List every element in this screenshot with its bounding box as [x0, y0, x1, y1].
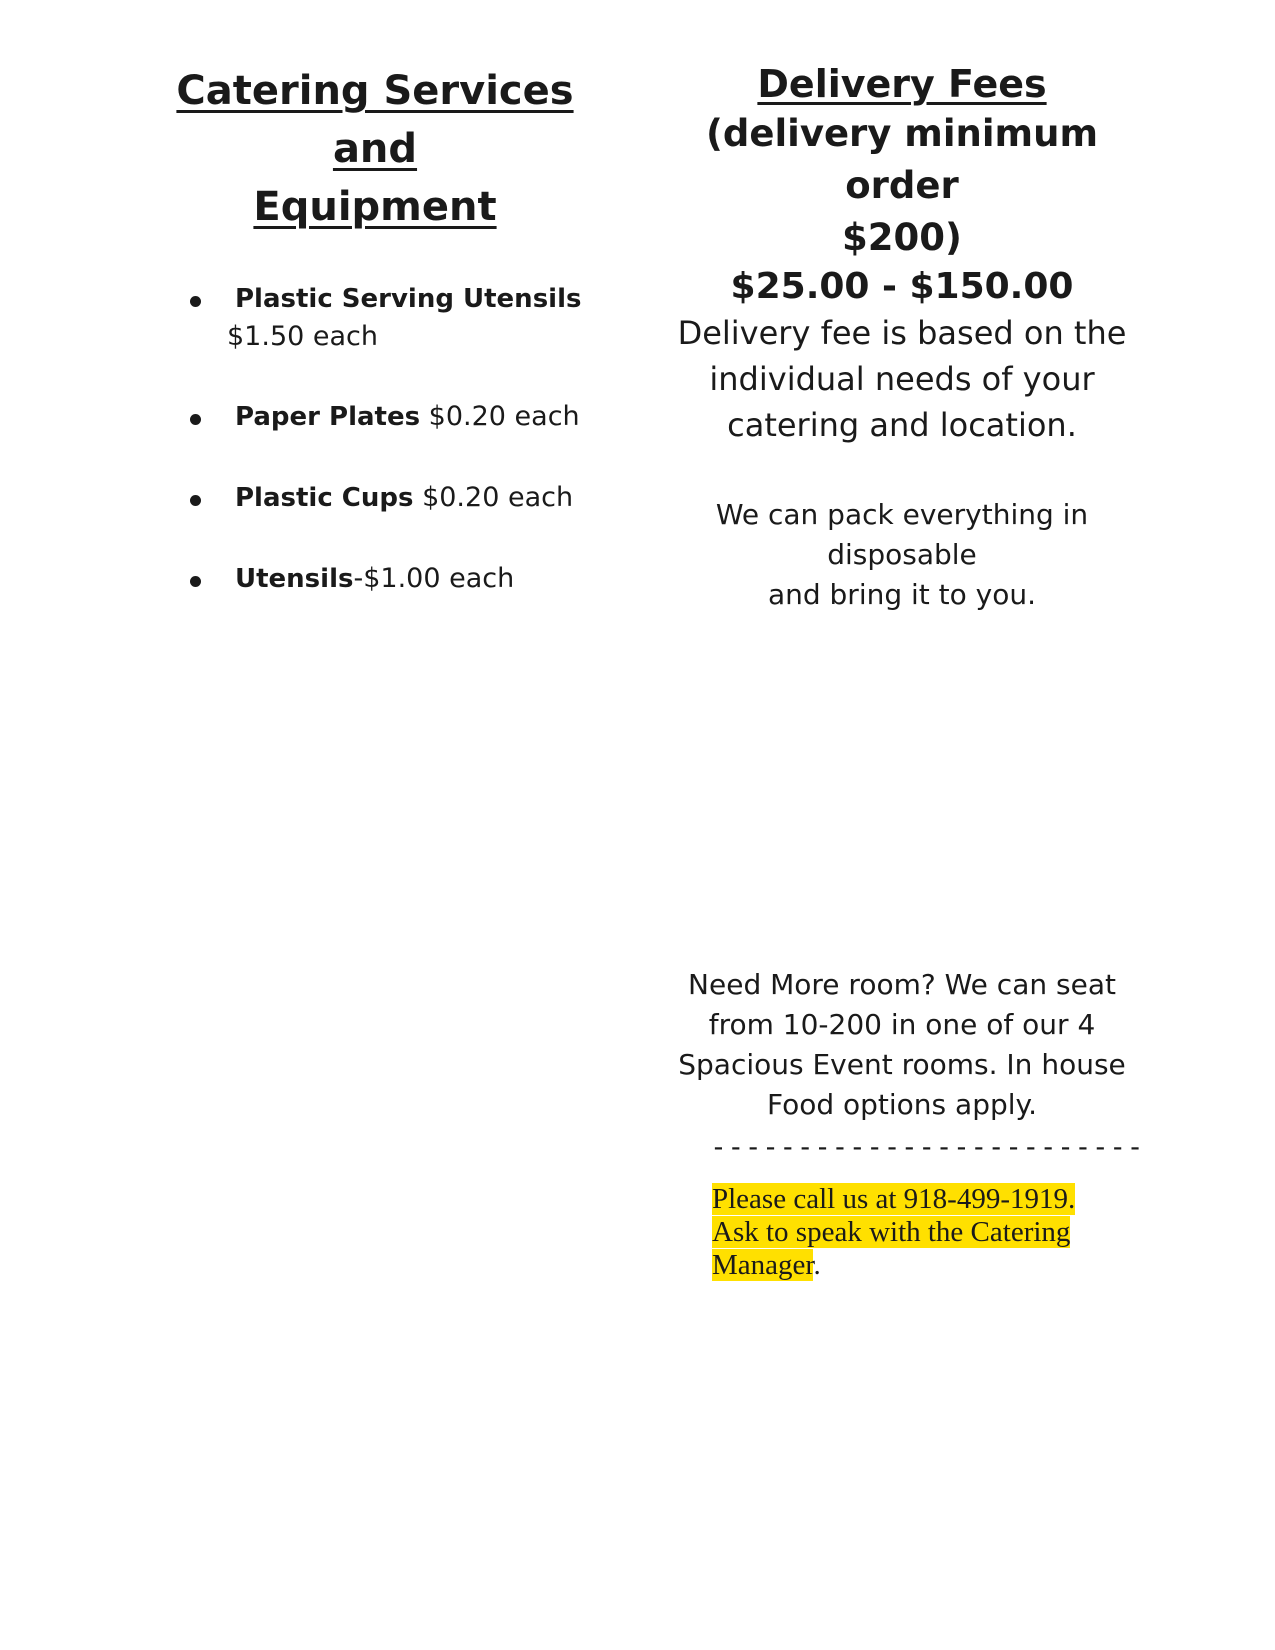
call-line-3: Manager [712, 1249, 814, 1281]
bullet-icon [190, 495, 201, 506]
delivery-fees-title-text: Delivery Fees [757, 62, 1047, 106]
item-name: Utensils [235, 564, 354, 594]
heading-line-2: Equipment [253, 184, 497, 230]
room-line-3: Spacious Event rooms. In house [678, 1048, 1126, 1081]
contact-note [712, 1183, 1112, 1282]
call-line-1: Please call us at 918-499-1919. [712, 1183, 1076, 1215]
event-room-note [672, 965, 1132, 1125]
bullet-icon [190, 414, 201, 425]
delivery-fees-section [672, 60, 1144, 1281]
item-name: Plastic Serving Utensils [235, 284, 582, 314]
call-period: . [813, 1249, 821, 1281]
item-price: -$1.00 each [353, 563, 515, 594]
delivery-desc-line-2: individual needs of your [709, 360, 1095, 398]
equipment-list [140, 280, 610, 598]
delivery-fee-range: $25.00 - $150.00 [730, 266, 1074, 307]
room-line-4: Food options apply. [766, 1088, 1038, 1121]
catering-services-heading [140, 62, 610, 236]
item-price: $0.20 each [422, 482, 574, 513]
pack-line-3: and bring it to you. [767, 578, 1037, 611]
room-line-2: from 10-200 in one of our 4 [708, 1008, 1096, 1041]
pack-line-1: We can pack everything in [715, 498, 1089, 531]
dashed-divider: ------------------------- [710, 1130, 1144, 1163]
item-name: Plastic Cups [235, 483, 414, 513]
pack-note [672, 495, 1132, 615]
delivery-desc-line-1: Delivery fee is based on the [677, 314, 1127, 352]
bullet-icon [190, 576, 201, 587]
list-item [140, 280, 610, 356]
list-item [140, 479, 610, 517]
item-name: Paper Plates [235, 402, 421, 432]
list-item [140, 560, 610, 598]
delivery-minimum-line-2: $200) [842, 216, 962, 259]
bullet-icon [190, 296, 201, 307]
call-line-2: Ask to speak with the Catering [712, 1216, 1071, 1248]
heading-line-1: Catering Services and [176, 68, 574, 172]
list-item [140, 398, 610, 436]
catering-services-section [140, 62, 610, 598]
pack-line-2: disposable [827, 538, 977, 571]
room-line-1: Need More room? We can seat [688, 968, 1116, 1001]
delivery-minimum-line-1: (delivery minimum order [705, 112, 1099, 207]
item-price: $0.20 each [428, 401, 580, 432]
delivery-desc-line-3: catering and location. [727, 406, 1077, 444]
delivery-fees-title [672, 60, 1132, 108]
item-price: $1.50 each [227, 321, 378, 352]
